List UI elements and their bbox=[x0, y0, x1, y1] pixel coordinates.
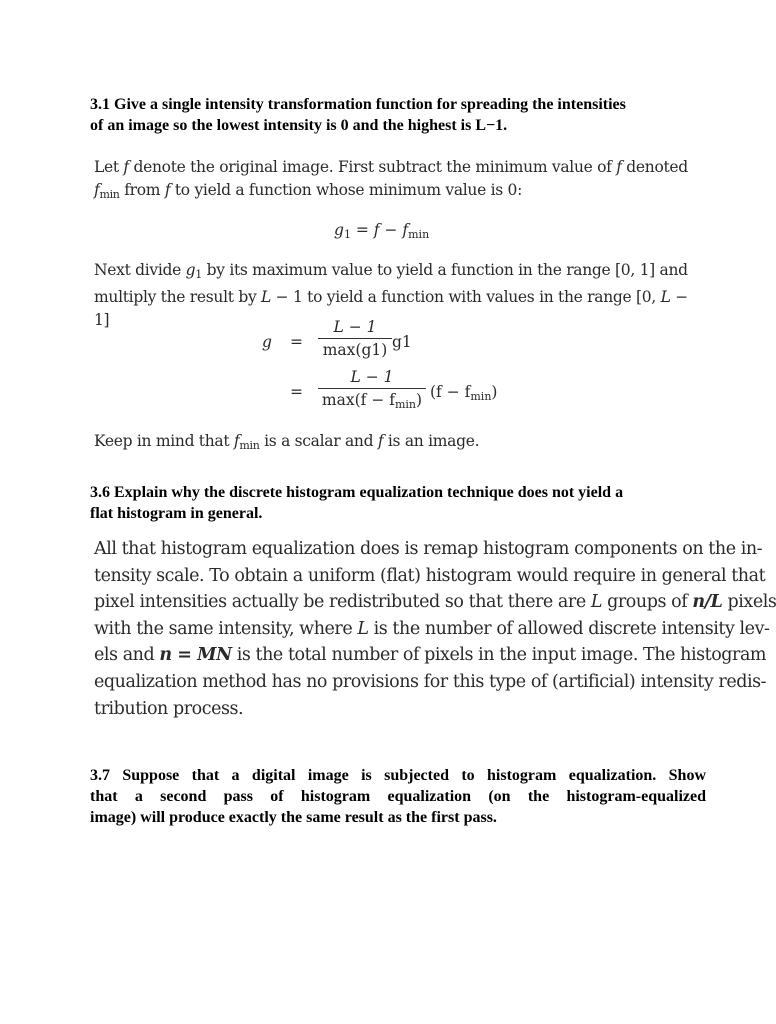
answer-3-1-paragraph-2: Next divide $g_1$ by its maximum value to yield a function in the range [0, 1] and multiply the result by L − 1 to yield a function with values in the range [0, L − 1] bbox=[94, 261, 688, 329]
equation-g-lhs: g bbox=[262, 333, 272, 351]
question-3-6-title: 3.6 Explain why the discrete histogram equalization technique does not yield a flat histogram in general. bbox=[90, 484, 624, 522]
equation-g1-factor: g1 bbox=[392, 333, 412, 351]
question-3-7-title: 3.7 Suppose that a digital image is subjected to histogram equalization. Show that a second pass of histogram equalization (on the histogram-equalized image) will produce exactly the same result as the first pass. bbox=[90, 767, 706, 826]
answer-3-1-paragraph-1: Let f denote the original image. First subtract the minimum value of f denoted $f_{min}$ from f to yield a function whose minimum value is 0: bbox=[94, 158, 688, 201]
fraction-2: L − 1 $\max(f - f_{min})$ bbox=[318, 368, 426, 411]
answer-3-1-paragraph-3: Keep in mind that $f_{min}$ is a scalar and f is an image. bbox=[94, 432, 480, 452]
fraction-1: L − 1 max(g1) bbox=[318, 318, 392, 359]
question-3-1-title: 3.1 Give a single intensity transformation function for spreading the intensities of an image so the lowest intensity is 0 and the highest is L−1. bbox=[90, 96, 626, 134]
equation-second-equals: = bbox=[290, 383, 303, 401]
equation-f-minus-fmin: $(f - f_{min})$ bbox=[430, 383, 498, 403]
equation-g1: $g_1 = f - f_{min}$ bbox=[334, 221, 430, 241]
equation-g-equals: = bbox=[290, 333, 303, 351]
answer-3-6-paragraph: All that histogram equalization does is remap histogram components on the in- tensity scale. To obtain a uniform (flat) histogram would require in general that pixel intensities actually be redistributed so that there are L groups of n/L pixels with the same intensity, where L is the number of allowed discrete intensity lev- els and n = MN is the total number of pixels in the input image. The histogram equalization method has no provisions for this type of (artificial) intensity redis- tribution process. bbox=[94, 539, 776, 719]
